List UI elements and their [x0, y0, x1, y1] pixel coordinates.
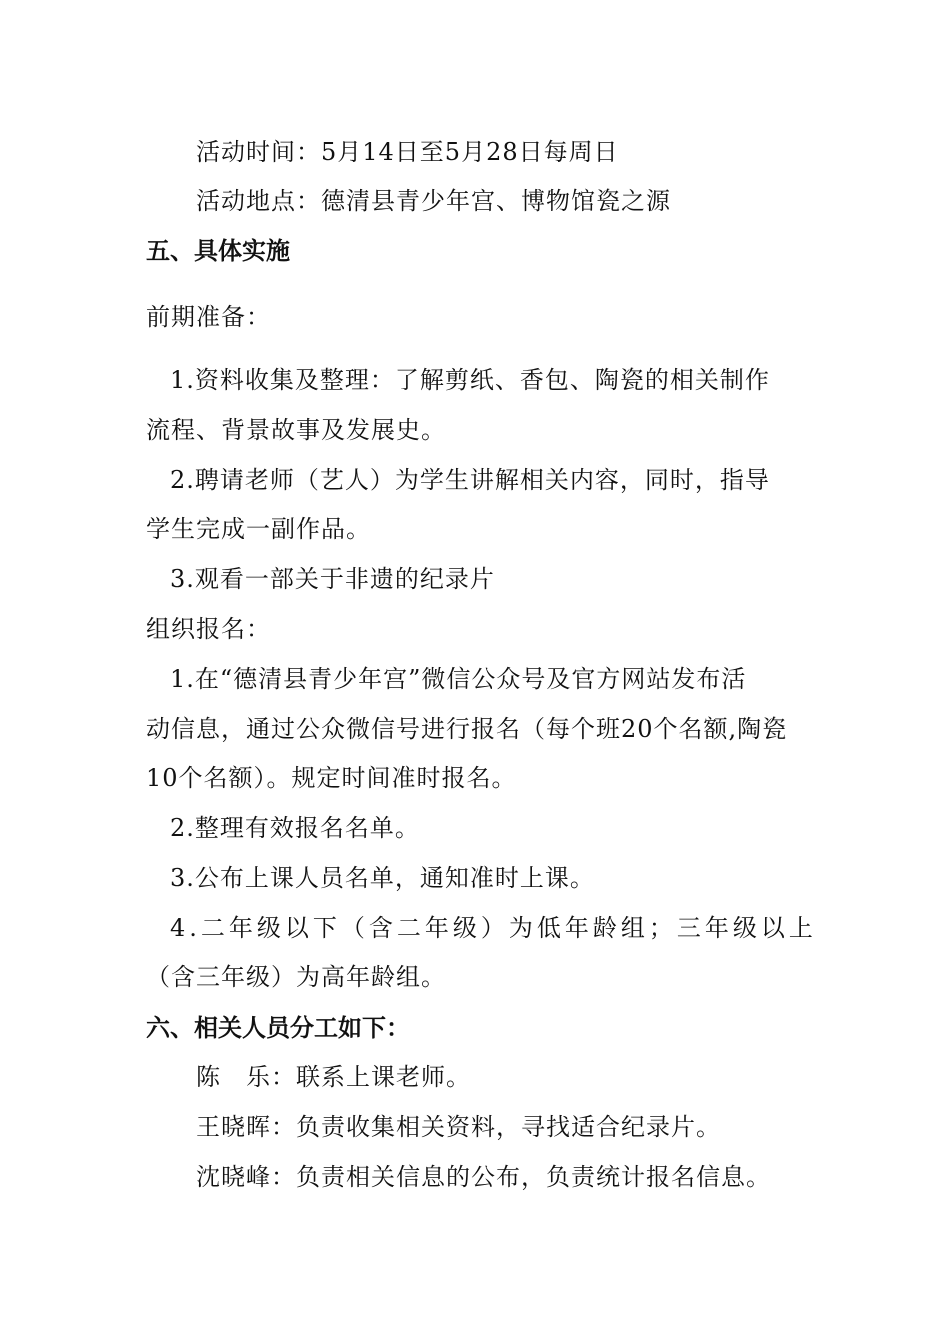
org-item-4-line-1: 4.二年级以下（含二年级）为低年龄组；三年级以上	[170, 914, 817, 942]
org-item-1-line-2: 动信息，通过公众微信号进行报名（每个班20个名额,陶瓷	[146, 715, 788, 743]
activity-place: 活动地点：德清县青少年宫、博物馆瓷之源	[196, 187, 671, 215]
org-item-4-line-2: （含三年级）为高年龄组。	[146, 963, 446, 991]
section-5-title: 五、具体实施	[146, 236, 290, 265]
prep-item-1-line-1: 1.资料收集及整理：了解剪纸、香包、陶瓷的相关制作	[170, 366, 770, 394]
org-title: 组织报名：	[146, 615, 271, 643]
prep-title: 前期准备：	[146, 303, 271, 331]
prep-item-2-line-2: 学生完成一副作品。	[146, 515, 371, 543]
org-item-2: 2.整理有效报名名单。	[170, 814, 420, 842]
org-item-1-line-3: 10个名额）。规定时间准时报名。	[146, 764, 517, 792]
prep-item-3: 3.观看一部关于非遗的纪录片	[170, 565, 495, 593]
staff-line-2: 王晓晖：负责收集相关资料，寻找适合纪录片。	[196, 1113, 721, 1141]
staff-line-1: 陈 乐：联系上课老师。	[196, 1063, 471, 1091]
org-item-3: 3.公布上课人员名单，通知准时上课。	[170, 864, 595, 892]
activity-time: 活动时间：5月14日至5月28日每周日	[196, 138, 619, 166]
section-6-title: 六、相关人员分工如下：	[146, 1013, 410, 1042]
staff-line-3: 沈晓峰：负责相关信息的公布，负责统计报名信息。	[196, 1163, 771, 1191]
prep-item-1-line-2: 流程、背景故事及发展史。	[146, 416, 446, 444]
prep-item-2-line-1: 2.聘请老师（艺人）为学生讲解相关内容，同时，指导	[170, 466, 770, 494]
org-item-1-line-1: 1.在“德清县青少年宫”微信公众号及官方网站发布活	[170, 665, 747, 693]
